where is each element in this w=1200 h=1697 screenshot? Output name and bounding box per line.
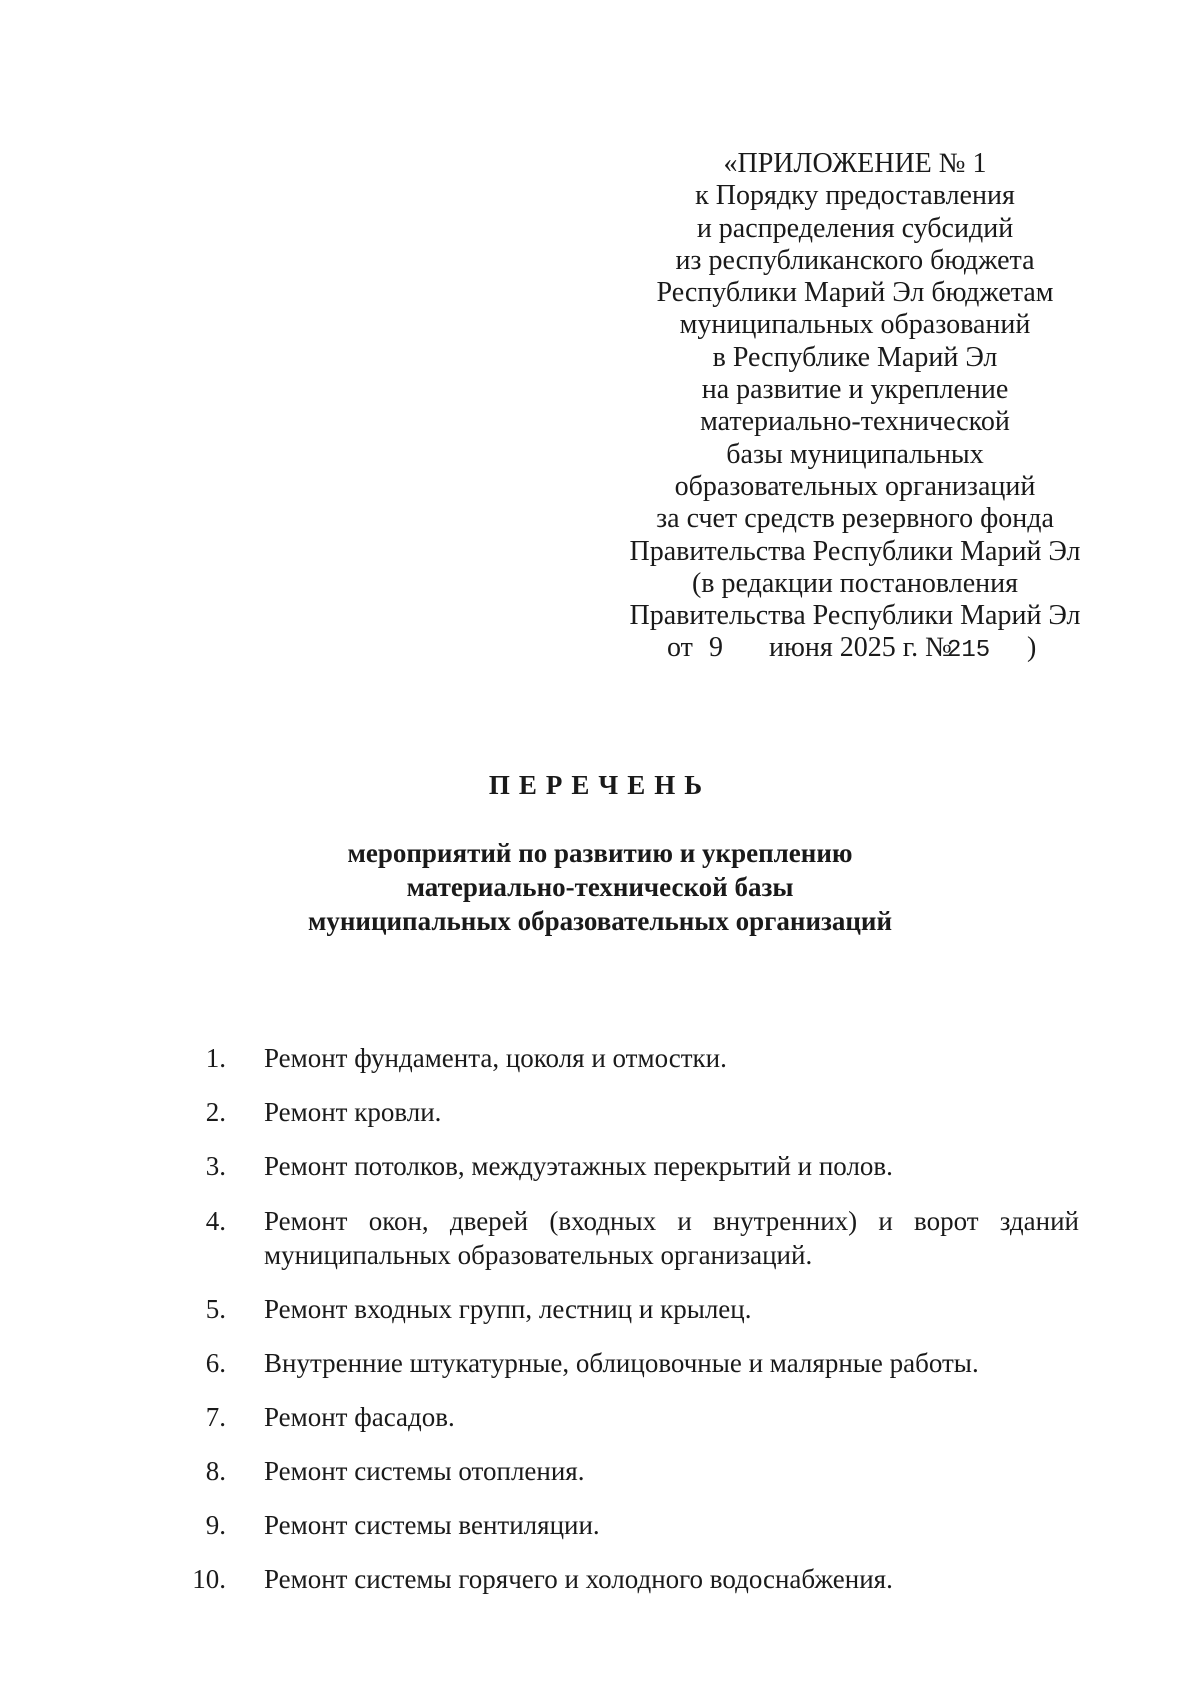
appendix-line: в Республике Марий Эл (712, 341, 998, 373)
date-prefix: от (667, 632, 693, 664)
item-number: 5. (205, 1294, 226, 1324)
item-text: Внутренние штукатурные, облицовочные и малярные работы. (264, 1348, 979, 1378)
closing-parenthesis: ) (1027, 632, 1037, 664)
appendix-line: образовательных организаций (674, 470, 1036, 502)
resolution-number: 215 (947, 637, 991, 665)
document-subtitle (0, 836, 1200, 938)
item-text: Ремонт входных групп, лестниц и крылец. (264, 1294, 752, 1324)
document-title: ПЕРЕЧЕНЬ (488, 770, 712, 800)
item-number: 7. (205, 1402, 226, 1432)
appendix-header (620, 148, 1090, 666)
item-number: 6. (205, 1348, 226, 1378)
appendix-line: «ПРИЛОЖЕНИЕ № 1 (723, 148, 987, 179)
item-text: Ремонт кровли. (264, 1097, 442, 1127)
item-number: 1. (205, 1043, 226, 1073)
appendix-line: Республики Марий Эл бюджетам (656, 277, 1054, 309)
resolution-date-line (620, 632, 1090, 666)
subtitle-line: материально-технической базы (406, 872, 794, 902)
appendix-line: из республиканского бюджета (675, 244, 1035, 276)
date-day: 9 (709, 632, 723, 664)
appendix-line: муниципальных образований (679, 309, 1031, 341)
item-text: Ремонт потолков, междуэтажных перекрытий и полов. (264, 1151, 893, 1181)
item-text: Ремонт системы горячего и холодного водоснабжения. (264, 1564, 893, 1594)
item-text: Ремонт фасадов. (264, 1402, 455, 1432)
item-number: 2. (205, 1097, 226, 1127)
appendix-line: базы муниципальных (726, 438, 984, 470)
appendix-line: за счет средств резервного фонда (656, 503, 1054, 535)
subtitle-line: муниципальных образовательных организаций (307, 906, 893, 936)
item-text: Ремонт системы отопления. (264, 1456, 585, 1486)
item-number: 10. (192, 1564, 226, 1594)
item-text: Ремонт фундамента, цоколя и отмостки. (264, 1043, 727, 1073)
item-text: Ремонт окон, дверей (входных и внутренних) и ворот зданий муниципальных образовательных организаций. (264, 1206, 1079, 1270)
subtitle-line: мероприятий по развитию и укреплению (347, 838, 853, 868)
item-number: 8. (205, 1456, 226, 1486)
appendix-line: (в редакции постановления (691, 567, 1019, 599)
item-number: 3. (205, 1151, 226, 1181)
appendix-line: и распределения субсидий (696, 212, 1014, 244)
appendix-line: к Порядку предоставления (695, 180, 1015, 212)
item-text: Ремонт системы вентиляции. (264, 1510, 600, 1540)
appendix-line: Правительства Республики Марий Эл (629, 600, 1081, 632)
item-number: 9. (205, 1510, 226, 1540)
item-number: 4. (205, 1206, 226, 1236)
appendix-line: материально-технической (700, 406, 1010, 438)
appendix-line: на развитие и укрепление (701, 374, 1009, 406)
appendix-line: Правительства Республики Марий Эл (629, 535, 1081, 567)
date-month-year: июня 2025 г. № (769, 632, 952, 664)
